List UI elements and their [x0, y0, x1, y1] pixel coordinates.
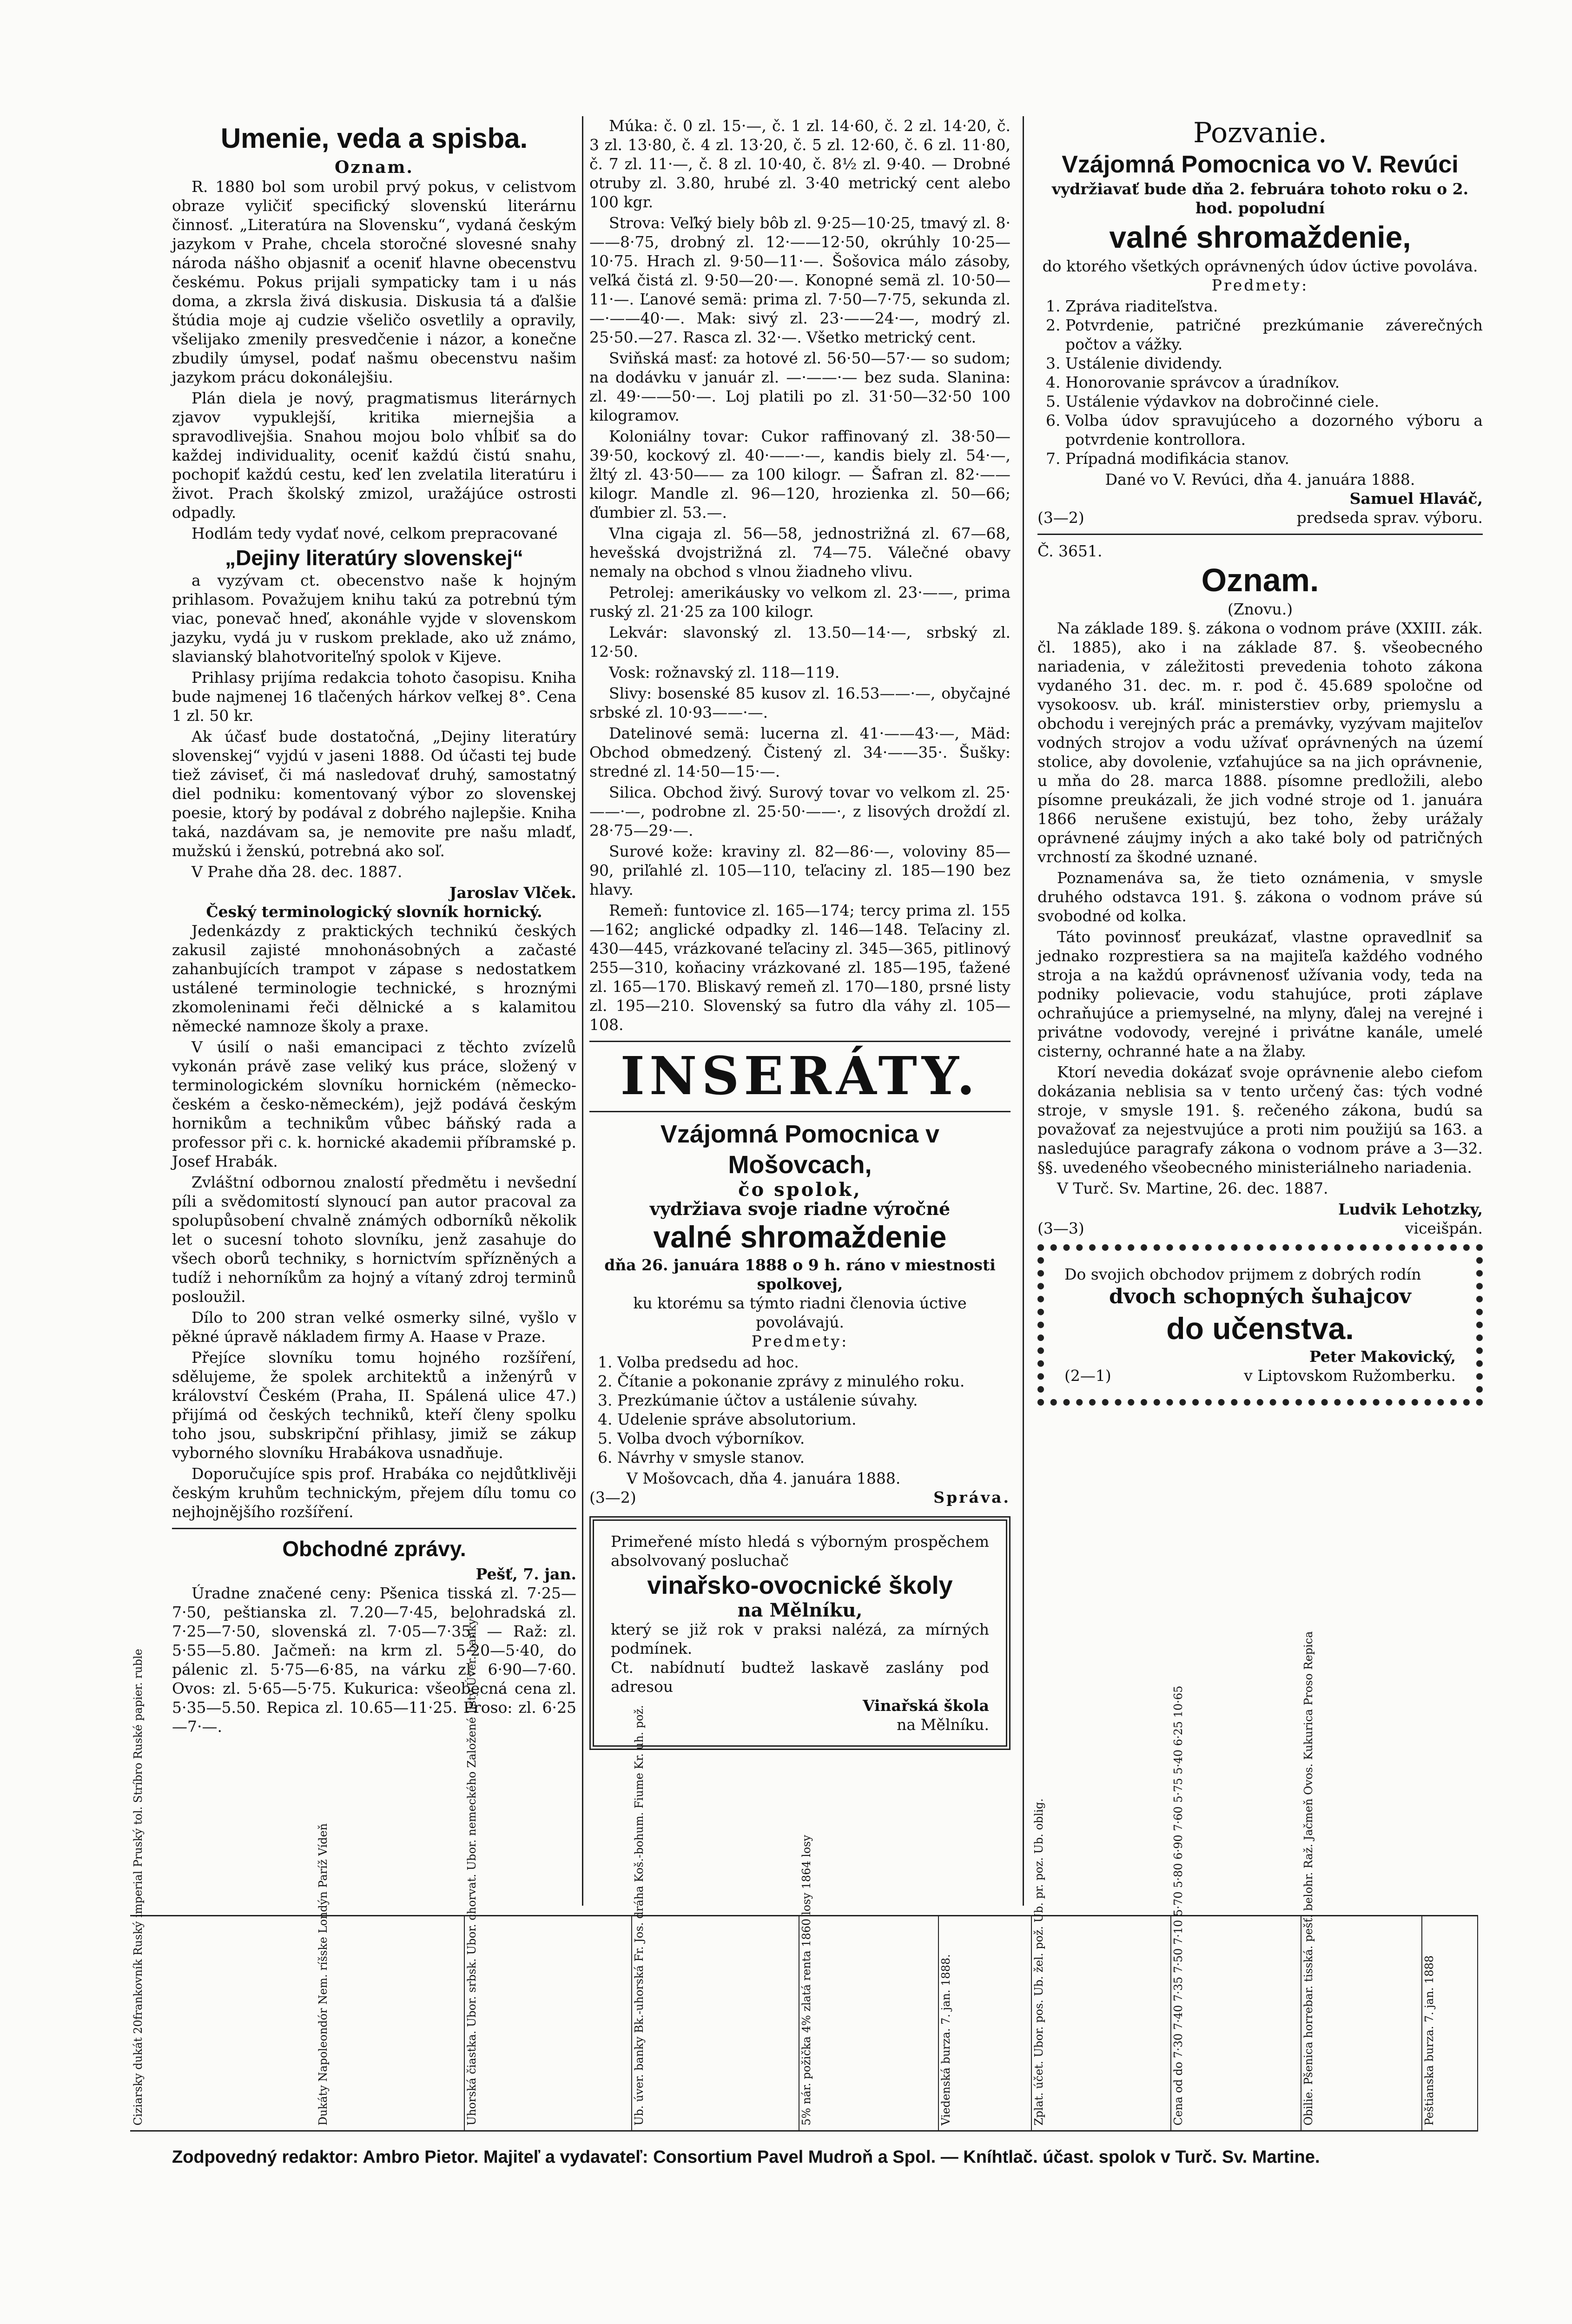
agenda-item: 5. Volba dvoch výborníkov. — [617, 1429, 1011, 1448]
notice-number: Č. 3651. — [1037, 542, 1103, 560]
ad1-line: vydržiava svoje riadne výročné — [649, 1198, 951, 1219]
invitation-sub: do ktorého všetkých oprávnených údov úctive povoláva. — [1042, 257, 1478, 275]
ad3-number: (2—1) — [1064, 1367, 1111, 1385]
market-item: Lekvár: slavonský zl. 13.50—14·—, srbský zl. 12·50. — [589, 623, 1011, 660]
table-col — [938, 1916, 1032, 2130]
paragraph: Zvláštní odbornou znalostí předmětu i nevšední píli a svědomitostí slynoucí pan autor pracoval za spolupůsobení chvalně známých odborníků několik let o sucesní tohoto slovníku, jenž zasahuje do všech oborů techniky, s hornictvím spřízněných a tudíž i nehorníkům za hojný a vítaný zdroj terminů posloužil. — [172, 1173, 576, 1306]
market-item: Sviňská masť: za hotové zl. 56·50—57·— so sudom; na dodávku v január zl. —·——·— bez suda. Slanina: zl. 49·——50·—. Loj platili po zl. 31·50—32·50 100 kilogramov. — [589, 349, 1011, 424]
market-item: Petrolej: amerikáusky vo velkom zl. 23·——, prima ruský zl. 21·25 za 100 kilogr. — [589, 583, 1011, 621]
article-heading: Český terminologický slovník hornický. — [206, 903, 542, 921]
notice-role: viceišpán. — [1405, 1219, 1483, 1237]
agenda-item: 4. Honorovanie správcov a úradníkov. — [1065, 373, 1483, 392]
notice-num: (3—3) — [1037, 1219, 1084, 1237]
ad1-number: (3—2) — [589, 1488, 636, 1506]
ad1-signature: Správa. — [933, 1488, 1011, 1506]
column-left — [172, 116, 576, 1738]
paragraph: Táto povinnosť preukázať, vlastne opravedlniť sa jednako rozprestiera sa na majiteľa každého vodného stroja a na každú oprávnenosť užívania vody, teda na podniky polievacie, vodu stahujúce, proti záplave ochraňujúce a priemyselné, na mlyny, ďalej na verejné i privátne vodovody, verejné i privátne kanále, umelé cisterny, ochranné hate a na žlaby. — [1037, 928, 1483, 1060]
ad2-sign2: na Mělníku. — [897, 1716, 989, 1734]
table-col — [130, 1649, 316, 2130]
paragraph: Poznamenáva sa, že tieto oznámenia, v smysle druhého odstavca 191. §. zákona o vodnom práve sú svobodné od kolka. — [1037, 869, 1483, 925]
column-middle — [589, 116, 1011, 1759]
market-item: Remeň: funtovice zl. 165—174; tercy prima zl. 155—162; anglické odpadky zl. 146—148. Teľaciny zl. 430—445, vrázkované teľaciny zl. 345—365, pitlinový 255—310, koňaciny vrázkované zl. 185—195, ťažené zl. 165—170. Bliskavý remeň zl. 170—180, prsné listy zl. 195—210. Slovenský sa futro dla váhy zl. 105—108. — [589, 901, 1011, 1034]
column-right — [1037, 116, 1483, 1412]
table-text: Zplat. účet. Ubor. pos. Ub. žel. pož. Ub. pr. poz. Ub. oblig. — [1032, 1798, 1045, 2126]
ad1-date: dňa 26. januára 1888 o 9 h. ráno v miestnosti spolkovej, — [604, 1256, 996, 1293]
ad3-text: Do svojich obchodov prijmem z dobrých rodín — [1064, 1265, 1421, 1283]
ad1-predmety: Predmety: — [751, 1332, 849, 1350]
signature: Jaroslav Vlček. — [449, 884, 576, 902]
agenda-item: 6. Návrhy v smysle stanov. — [617, 1448, 1011, 1467]
table-col — [631, 1705, 799, 2130]
ad3-big: do učenstva. — [1166, 1311, 1354, 1346]
table-text: Ub. úver. banky Bk.-uhorská Fr. Jos. dráha Koš.-bohum. Fiume Kr. uh. pož. — [633, 1705, 646, 2126]
notice-sub: (Znovu.) — [1227, 600, 1293, 618]
agenda-item: 2. Potvrdenie, patričné prezkúmanie záverečných počtov a vážky. — [1065, 316, 1483, 354]
notice-title: Oznam. — [1201, 562, 1319, 598]
paragraph: Plán diela je nový, pragmatismus literárnych zjavov vypuklejší, kritika miernejšia a spravodlivejšia. Snahou mojou bolo vhĺbiť sa do každej individuality, oceniť každú čistú snahu, pochopiť každú cestu, keď len zvelatila literatúru i život. Prach školský zmizol, uražájúce ostrosti odpadly. — [172, 389, 576, 522]
table-col — [1031, 1798, 1171, 2130]
paragraph: a vyzývam ct. obecenstvo naše k hojným prihlasom. Považujem knihu takú za potrebnú tým viac, ponevač hneď, akonáhle vyjde v slovenskom jazyku, vydá ju v ruskom preklade, ako už známo, slavianský blahotvoriteľný spolok v Kijeve. — [172, 571, 576, 666]
agenda-item: 3. Ustálenie dividendy. — [1065, 354, 1483, 373]
market-item: Surové kože: kraviny zl. 82—86·—, voloviny 85—90, priľahlé zl. 105—110, teľaciny zl. 185—190 bez hlavy. — [589, 842, 1011, 898]
market-item: Koloniálny tovar: Cukor raffinovaný zl. 38·50—39·50, kockový zl. 40·——·—, kandis biely zl. 54·—, žltý zl. 43·50—— za 100 kilogr. — Šafran zl. 82·—— kilogr. Mandle zl. 96—120, hrozienka zl. 50—66; ďumbier zl. 53.—. — [589, 427, 1011, 522]
imprint-footer: Zodpovedný redaktor: Ambro Pietor. Majiteľ a vydavateľ: Consortium Pavel Mudroň a Spol. — Kníhtlač. účast. spolok v Turč. Sv. Martine. — [172, 2147, 1320, 2167]
market-item: Strova: Veľký biely bôb zl. 9·25—10·25, tmavý zl. 8·——8·75, drobný zl. 12·——12·50, okrúhly 10·25—10·75. Hrach zl. 9·50—11·—. Šošovica málo zásoby, veľká čistá zl. 9·50—20·—. Konopné semä zl. 10·50—11·—. Ľanové semä: prima zl. 7·50—7·75, sekunda zl. —·——40·—. Mak: sivý zl. 23·——24·—, modrý zl. 25·50.—27. Rasca zl. 32·—. Všetko metrický cent. — [589, 214, 1011, 346]
agenda-item: 2. Čítanie a pokonanie zprávy z minulého roku. — [617, 1372, 1011, 1391]
paragraph: Hodlám tedy vydať nové, celkom prepracované — [192, 524, 558, 542]
divider — [1037, 534, 1483, 535]
paragraph: V úsilí o naši emancipaci z těchto zvízelů vykonán právě zase veliký kus práce, složený v terminologickém slovníku hornickém (německo-českém a česko-německém), jejž podává českým hornikům a technikům vůbec báňský rada a professor při c. k. hornické akademii příbramské p. Josef Hrabák. — [172, 1038, 576, 1170]
notice-sign: Ludvik Lehotzky, — [1338, 1200, 1483, 1218]
table-col — [799, 1835, 939, 2130]
agenda-item: 3. Prezkúmanie účtov a ustálenie súvahy. — [617, 1391, 1011, 1410]
ad3-box — [1037, 1244, 1483, 1406]
agenda-item: 6. Volba údov spravujúceho a dozorného výboru a potvrdenie kontrollora. — [1065, 411, 1483, 449]
paragraph: Na základe 189. §. zákona o vodnom práve (XXIII. zák. čl. 1885), ako i na základe 87. §. všeobecného nariadenia, v záležitosti prevedenia tohoto zákona vydaného 31. dec. m. r. pod č. 45.689 spoločne od vysokoosv. ub. kráľ. ministerstiev orby, priemyslu a obchodu i verejných prác a premávky, vyzývam majiteľov vodných strojov a vodu užívať oprávnených na území stolice, aby dovolenie, vzťahujúce sa na jich oprávnenie, u mňa do 28. marca 1888. písomne predložili, alebo písomne preukázali, že jich vodné stroje od 1. januára 1866 nerušene existujú, bez toho, žeby urážaly oprávnené záujmy iných a ako také boly od patričných vrchností za škodné uznané. — [1037, 619, 1483, 866]
table-text: Ciziarsky dukát 20frankovník Ruský imperial Pruský tol. Stríbro Ruské papier. ruble — [132, 1649, 145, 2126]
divider — [589, 1041, 1011, 1042]
agenda-item: 5. Ustálenie výdavkov na dobročinné ciele. — [1065, 392, 1483, 411]
inserts-heading: INSERÁTY. — [620, 1046, 980, 1107]
ad2-text: Primeřené místo hledá s výborným prospěchem absolvovaný posluchač — [611, 1532, 989, 1570]
ad1-subtitle: čo spolok, — [738, 1179, 862, 1201]
agenda-item: 1. Zpráva riaditeľstva. — [1065, 297, 1483, 316]
agenda-item: 1. Volba predsedu ad hoc. — [617, 1353, 1011, 1372]
market-item: Slivy: bosenské 85 kusov zl. 16.53——·—, obyčajné srbské zl. 10·93——·—. — [589, 684, 1011, 721]
table-col — [1301, 1631, 1422, 2130]
market-item: Vosk: rožnavský zl. 118—119. — [609, 663, 840, 681]
invitation-org: Vzájomná Pomocnica vo V. Revúci — [1062, 151, 1459, 178]
paragraph: Doporučujíce spis prof. Hrabáka co nejdůtklivěji českým kruhům technickým, přejem dílu tomu co nejhojnějšího rozšíření. — [172, 1465, 576, 1521]
oznam-heading: Oznam. — [335, 158, 414, 177]
invitation-title: Pozvanie. — [1193, 117, 1327, 149]
paragraph: R. 1880 bol som urobil prvý pokus, v celistvom obraze vyličiť specifický slovenskú literárnu činnosť. „Literatúra na Slovensku“, vydaná českým jazykom v Prahe, chcela storočné slovesné snahy národa nášho objasniť a oceniť hlavne obecenstvu českému. Pokus prijali sympaticky tam i u nás doma, a zkrsla živá diskusia. Diskusia tá a ďalšie štúdia moje aj cudzie všeličo osvetlily a opravily, všelijako zmenily presvedčenie i názor, a konečne zbudily úmysel, podať našmu obecenstvu našim jazykom prácu dokonálejšiu. — [172, 178, 576, 386]
paragraph: Jedenkázdy z praktických technikú českých zakusil zajisté mnohonásobných a začasté zahanbujících trampot v zápase s nedostatkem ustálené terminologie technické, s hroznými zkomoleninami řeči dělnické a s kalamitou německé namnoze školy a praxe. — [172, 922, 576, 1035]
invitation-date: Dané vo V. Revúci, dňa 4. januára 1888. — [1105, 470, 1415, 489]
paragraph: Ktorí nevedia dokázať svoje oprávnenie alebo ciefom dokázania neblisia sa v tento určený čas: tých vodné stroje, v smysle 191. §. rečeného zákona, budú sa považovať za nejestvujúce a proti nim použijú sa 163. a nasledujúce paragrafy zákona o vodnom práve a 3—32. §§. uvedeného všeobecného ministeriálneho nariadenia. — [1037, 1063, 1483, 1176]
ad2-sign1: Vinařská škola — [862, 1697, 989, 1715]
ad3-bold: dvoch schopných šuhajcov — [1109, 1285, 1411, 1308]
agenda-item: 7. Prípadná modifikácia stanov. — [1065, 449, 1483, 468]
ad2-text2: který se již rok v praksi nalézá, za mírných podmínek. — [611, 1620, 989, 1657]
invitation-line: vydržiavať bude dňa 2. februára tohoto roku o 2. hod. popoludní — [1051, 180, 1469, 217]
column-divider — [1023, 116, 1024, 1906]
market-item: Vlna cigaja zl. 56—58, jednostrižná zl. 67—68, hevešská dvojstrižná zl. 74—75. Válečné obavy nemaly na obchod s vlnou žiadneho vlivu. — [589, 524, 1011, 581]
paragraph: Dílo to 200 stran velké osmerky silné, vyšlo v pěkné úpravě nákladem firmy A. Haase v Praze. — [172, 1308, 576, 1346]
ad3-place: v Liptovskom Ružomberku. — [1244, 1367, 1456, 1385]
table-text: Dukáty Napoleondór Nem. ríšske Londýn Paríž Vídeň — [317, 1823, 330, 2126]
invitation-predmety: Predmety: — [1211, 276, 1309, 294]
notice-place: V Turč. Sv. Martine, 26. dec. 1887. — [1057, 1179, 1328, 1197]
ad1-meeting: valné shromaždenie — [653, 1220, 947, 1254]
ad2-school: vinařsko-ovocnické školy — [647, 1571, 953, 1599]
ad1-invite: ku ktorému sa týmto riadni členovia úctive povolávajú. — [633, 1294, 967, 1331]
table-text: Obilie. Pšenica horrebar. tisská. pešť. belohr. Raž. Jačmeň Ovos. Kukurica Proso Repica — [1302, 1631, 1315, 2126]
ad2-text3: Ct. nabídnutí budtež laskavě zaslány pod adresou — [611, 1658, 989, 1696]
ad2-box — [589, 1516, 1011, 1750]
market-date: Pešť, 7. jan. — [476, 1565, 576, 1583]
divider — [172, 1528, 576, 1529]
table-text: Viedenská burza. 7. jan. 1888. — [939, 1954, 952, 2126]
table-text: 5% nár. požička 4% zlatá renta 1860 losy 1864 losy — [800, 1835, 813, 2126]
paragraph: Ak účasť bude dostatočná, „Dejiny literatúry slovenskej“ vyjdú v jaseni 1888. Od účasti tej bude tiež záviseť, či má nasledovať druhý, samostatný diel podniku: komentovaný výbor zo slovenskej poesie, ktorý by podával z dobrého najlepšie. Kniha taká, nazdávam sa, je nemovite pre našu mladť, mužskú i ženskú, potrebná ako soľ. — [172, 727, 576, 860]
table-col — [1170, 1685, 1301, 2130]
divider — [589, 1111, 1011, 1112]
invitation-sign: Samuel Hlaváč, — [1349, 489, 1483, 508]
paragraph: Prihlasy prijíma redakcia tohoto časopisu. Kniha bude najmenej 16 tlačených hárkov veľkej 8°. Cena 1 zl. 50 kr. — [172, 668, 576, 725]
column-divider — [582, 116, 583, 1906]
invitation-agenda — [1065, 297, 1483, 468]
table-text: Peštianska burza. 7. jan. 1888 — [1423, 1955, 1436, 2126]
ad1-place: V Mošovcach, dňa 4. januára 1888. — [627, 1469, 901, 1487]
table-col — [1421, 1916, 1478, 2130]
market-title: Obchodné zprávy. — [282, 1537, 466, 1561]
invitation-role: predseda sprav. výboru. — [1296, 508, 1483, 527]
ad1-title: Vzájomná Pomocnica v Mošovcach, — [660, 1120, 940, 1179]
market-item: Datelinové semä: lucerna zl. 41·——43·—, Mäd: Obchod obmedzený. Čistený zl. 34·——35·. Šušky: stredné zl. 14·50—15·—. — [589, 724, 1011, 780]
ad1-agenda — [617, 1353, 1011, 1467]
market-text: Úradne značené ceny: Pšenica tisská zl. 7·25—7·50, peštianska zl. 7.20—7·45, belohradská zl. 7·25—7·50, slovenská zl. 7·05—7·35. — Raž: zl. 5·55—5.80. Jačmeň: na krm zl. 5·20—5·40, do pálenic zl. 5·75—6·85, na várku zl. 6·90—7·60. Ovos: zl. 5·65—5·75. Kukurica: všeobecná cena zl. 5·35—5.50. Repica zl. 10.65—11·25. Proso: zl. 6·25—7·—. — [172, 1584, 576, 1736]
table-col — [464, 1618, 632, 2130]
market-continued: Múka: č. 0 zl. 15·—, č. 1 zl. 14·60, č. 2 zl. 14·20, č. 3 zl. 13·80, č. 4 zl. 13·20, č. 5 zl. 12·60, č. 6 zl. 11·80, č. 7 zl. 11·—, č. 8 zl. 10·40, č. 8½ zl. 9·40. — Drobné otruby zl. 3.80, hrubé zl. 3·40 metrický cent alebo 100 kgr. — [589, 117, 1011, 211]
market-item: Silica. Obchod živý. Surový tovar vo velkom zl. 25·——·—, podrobne zl. 25·50·——·, z lisových droždí zl. 28·75—29·—. — [589, 783, 1011, 839]
ad2-place: na Mělníku, — [737, 1599, 863, 1621]
invitation-meeting: valné shromaždenie, — [1109, 220, 1411, 254]
place-date: V Prahe dňa 28. dec. 1887. — [192, 863, 403, 881]
table-text: Cena od do 7·30 7·40 7·35 7·50 7·10 5·70 5·80 6·90 7·60 5·75 5·40 6·25 10·65 — [1172, 1685, 1185, 2126]
ad3-sign: Peter Makovický, — [1309, 1347, 1456, 1366]
agenda-item: 4. Udelenie správe absolutorium. — [617, 1410, 1011, 1429]
section-title-art: Umenie, veda a spisba. — [220, 123, 528, 154]
paragraph: Přejíce slovníku tomu hojného rozšíření, sdělujeme, že spolek architektů a inženýrů v království Českém (Praha, II. Spálená ulice 47.) přijímá od českých techniků, kteří členy spolku toho jsou, subskripční přihlasy, jimiž se zákup vyborného slovníku Hrabákova usnadňuje. — [172, 1348, 576, 1462]
table-col — [315, 1823, 465, 2130]
table-text: Uhorská čiastka. Ubor. srbsk. Ubor. chorvat. Ubor. nemeckého Založené listy Úver. banky — [465, 1618, 478, 2126]
invitation-number: (3—2) — [1037, 508, 1084, 527]
book-title: „Dejiny literatúry slovenskej“ — [225, 546, 523, 570]
